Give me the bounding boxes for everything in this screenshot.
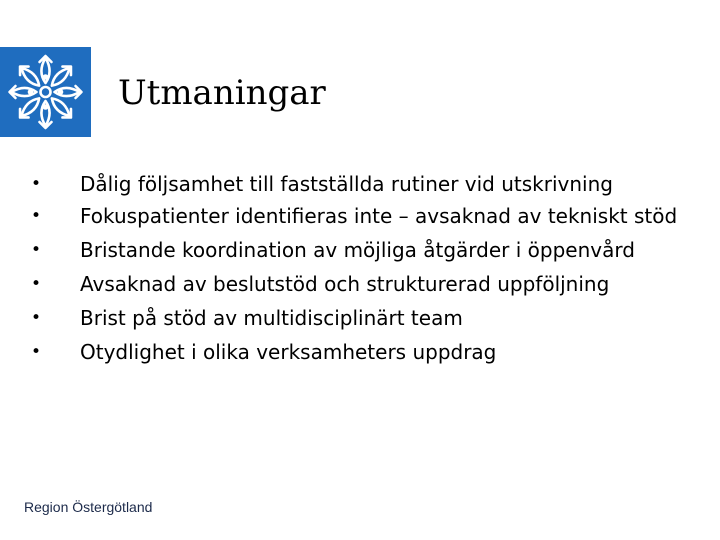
bullet-dot-icon: • — [30, 174, 42, 194]
cornflower-logo-icon — [0, 47, 91, 137]
bullet-text: Dålig följsamhet till fastställda rutiner vid utskrivning — [80, 172, 613, 196]
bullet-text: Brist på stöd av multidisciplinärt team — [80, 306, 463, 330]
bullet-dot-icon: • — [30, 308, 42, 328]
bullet-item — [28, 167, 700, 201]
bullet-item — [28, 267, 700, 301]
bullet-item — [28, 301, 700, 335]
bullet-item — [28, 335, 700, 369]
bullet-item — [28, 201, 700, 233]
bullet-text: Bristande koordination av möjliga åtgärder i öppenvård — [80, 238, 635, 262]
bullet-dot-icon: • — [30, 240, 42, 260]
footer-organization: Region Östergötland — [24, 499, 153, 515]
bullet-list — [28, 167, 708, 369]
bullet-item — [28, 233, 700, 267]
bullet-text: Avsaknad av beslutstöd och strukturerad uppföljning — [80, 272, 610, 296]
bullet-dot-icon: • — [30, 274, 42, 294]
slide-title: Utmaningar — [118, 73, 326, 113]
bullet-text: Otydlighet i olika verksamheters uppdrag — [80, 340, 497, 364]
bullet-dot-icon: • — [30, 206, 42, 226]
cornflower-logo-svg — [0, 47, 91, 137]
bullet-text: Fokuspatienter identifieras inte – avsaknad av tekniskt stöd — [80, 204, 678, 228]
bullet-dot-icon: • — [30, 342, 42, 362]
